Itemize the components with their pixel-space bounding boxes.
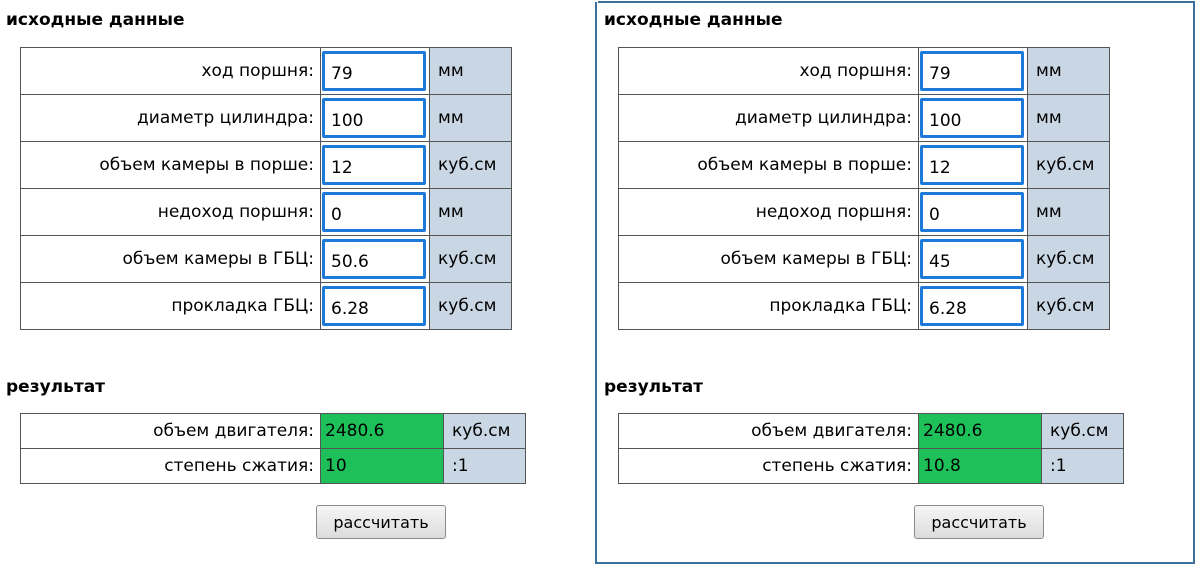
head-chamber-input[interactable]: [920, 239, 1024, 279]
result-label: степень сжатия:: [21, 449, 321, 484]
input-row-bore: [619, 95, 1110, 142]
result-label: объем двигателя:: [619, 414, 919, 449]
result-row-displacement: [21, 414, 526, 449]
unit-label: мм: [430, 189, 512, 236]
unit-label: :1: [444, 449, 526, 484]
calculate-button[interactable]: рассчитать: [316, 505, 446, 539]
panel-frame-bottom: [595, 562, 1195, 564]
bore-input[interactable]: [920, 98, 1024, 138]
input-row-head-chamber: [21, 236, 512, 283]
inputs-section-title: исходные данные: [604, 10, 783, 30]
input-row-deck-clearance: [21, 189, 512, 236]
compression-ratio-value: 10: [321, 449, 444, 484]
results-table: [618, 413, 1124, 484]
compression-ratio-value: 10.8: [919, 449, 1042, 484]
head-gasket-input[interactable]: [920, 286, 1024, 326]
unit-label: мм: [1028, 48, 1110, 95]
piston-chamber-input[interactable]: [920, 145, 1024, 185]
input-label: диаметр цилиндра:: [21, 95, 321, 142]
results-section-title: результат: [6, 377, 106, 397]
unit-label: куб.см: [1028, 283, 1110, 330]
input-label: объем камеры в ГБЦ:: [21, 236, 321, 283]
input-label: ход поршня:: [21, 48, 321, 95]
input-row-piston-chamber: [619, 142, 1110, 189]
unit-label: мм: [1028, 189, 1110, 236]
unit-label: мм: [430, 95, 512, 142]
inputs-table: [618, 47, 1110, 330]
results-table: [20, 413, 526, 484]
unit-label: куб.см: [444, 414, 526, 449]
input-label: прокладка ГБЦ:: [21, 283, 321, 330]
input-label: недоход поршня:: [619, 189, 919, 236]
calculator-panel-right: [598, 0, 1196, 565]
input-row-piston-chamber: [21, 142, 512, 189]
results-section-title: результат: [604, 377, 704, 397]
input-label: объем камеры в порше:: [619, 142, 919, 189]
unit-label: куб.см: [1028, 142, 1110, 189]
input-row-head-chamber: [619, 236, 1110, 283]
input-label: объем камеры в ГБЦ:: [619, 236, 919, 283]
result-row-compression: [619, 449, 1124, 484]
unit-label: мм: [430, 48, 512, 95]
unit-label: куб.см: [1042, 414, 1124, 449]
unit-label: куб.см: [430, 283, 512, 330]
panel-divider: [595, 2, 597, 563]
input-row-head-gasket: [21, 283, 512, 330]
result-row-displacement: [619, 414, 1124, 449]
input-label: объем камеры в порше:: [21, 142, 321, 189]
deck-clearance-input[interactable]: [322, 192, 426, 232]
input-label: диаметр цилиндра:: [619, 95, 919, 142]
displacement-value: 2480.6: [919, 414, 1042, 449]
head-chamber-input[interactable]: [322, 239, 426, 279]
input-row-deck-clearance: [619, 189, 1110, 236]
piston-chamber-input[interactable]: [322, 145, 426, 185]
unit-label: мм: [1028, 95, 1110, 142]
unit-label: куб.см: [430, 236, 512, 283]
input-row-bore: [21, 95, 512, 142]
calculate-button[interactable]: рассчитать: [914, 505, 1044, 539]
inputs-table: [20, 47, 512, 330]
input-row-head-gasket: [619, 283, 1110, 330]
panel-frame-right: [1193, 1, 1195, 563]
input-row-stroke: [21, 48, 512, 95]
unit-label: :1: [1042, 449, 1124, 484]
result-label: степень сжатия:: [619, 449, 919, 484]
displacement-value: 2480.6: [321, 414, 444, 449]
unit-label: куб.см: [1028, 236, 1110, 283]
input-label: ход поршня:: [619, 48, 919, 95]
panel-frame-top: [598, 1, 1194, 3]
input-row-stroke: [619, 48, 1110, 95]
head-gasket-input[interactable]: [322, 286, 426, 326]
result-label: объем двигателя:: [21, 414, 321, 449]
unit-label: куб.см: [430, 142, 512, 189]
input-label: недоход поршня:: [21, 189, 321, 236]
stroke-input[interactable]: [920, 51, 1024, 91]
result-row-compression: [21, 449, 526, 484]
stroke-input[interactable]: [322, 51, 426, 91]
input-label: прокладка ГБЦ:: [619, 283, 919, 330]
inputs-section-title: исходные данные: [6, 10, 185, 30]
deck-clearance-input[interactable]: [920, 192, 1024, 232]
bore-input[interactable]: [322, 98, 426, 138]
